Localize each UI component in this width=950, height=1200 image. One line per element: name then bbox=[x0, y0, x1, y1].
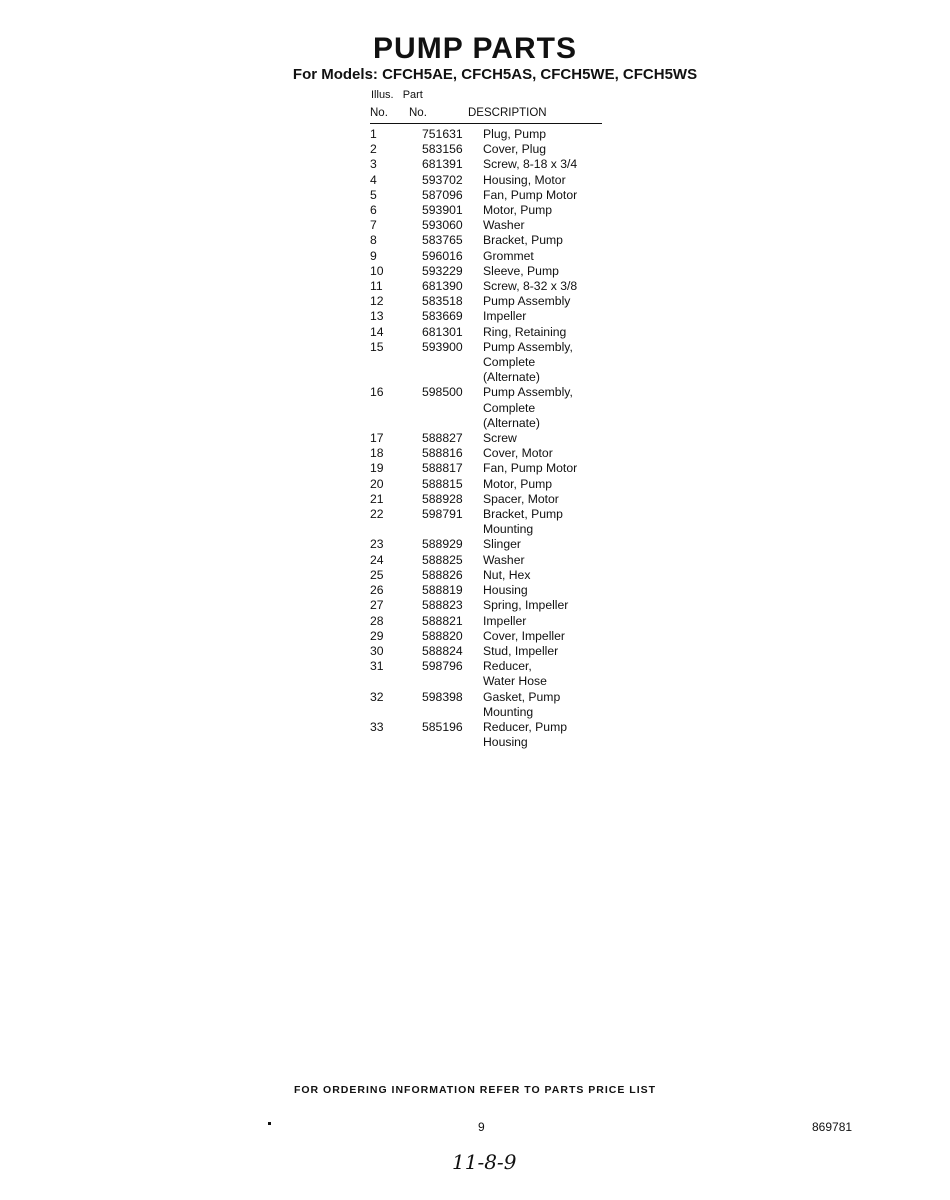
illus-number: 9 bbox=[370, 248, 377, 263]
parts-list bbox=[370, 127, 610, 750]
col-no-label: No. bbox=[370, 107, 388, 119]
part-description: Impeller bbox=[483, 613, 527, 628]
table-row bbox=[370, 385, 610, 431]
part-description: Reducer, Pump Housing bbox=[483, 719, 568, 750]
part-description: Grommet bbox=[483, 248, 534, 263]
illus-number: 27 bbox=[370, 598, 384, 613]
part-description: Washer bbox=[483, 218, 525, 233]
table-row bbox=[370, 537, 610, 552]
part-number: 588817 bbox=[422, 461, 463, 476]
illus-number: 11 bbox=[370, 279, 383, 294]
illus-number: 4 bbox=[370, 172, 377, 187]
part-number: 583669 bbox=[422, 309, 463, 324]
part-number: 588825 bbox=[422, 552, 463, 567]
table-row bbox=[370, 690, 610, 720]
col-illus-label: Illus. bbox=[371, 89, 394, 101]
col-description-label: DESCRIPTION bbox=[468, 107, 547, 119]
table-row bbox=[370, 614, 610, 629]
table-row bbox=[370, 553, 610, 568]
table-row bbox=[370, 203, 610, 218]
part-number: 587096 bbox=[422, 187, 463, 202]
illus-number: 22 bbox=[370, 507, 384, 522]
part-description: Screw bbox=[483, 431, 517, 446]
part-number: 588827 bbox=[422, 431, 463, 446]
part-number: 598398 bbox=[422, 689, 463, 704]
part-description: Housing, Motor bbox=[483, 172, 566, 187]
table-row bbox=[370, 598, 610, 613]
part-description: Fan, Pump Motor bbox=[483, 187, 578, 202]
table-row bbox=[370, 431, 610, 446]
table-row bbox=[370, 142, 610, 157]
handwritten-note: 11-8-9 bbox=[452, 1150, 517, 1174]
part-description: Pump Assembly bbox=[483, 294, 571, 309]
illus-number: 30 bbox=[370, 643, 384, 658]
illus-number: 13 bbox=[370, 309, 384, 324]
table-row bbox=[370, 249, 610, 264]
illus-number: 15 bbox=[370, 339, 384, 354]
illus-number: 2 bbox=[370, 142, 377, 157]
table-row bbox=[370, 492, 610, 507]
part-number: 593901 bbox=[422, 203, 463, 218]
part-description: Nut, Hex bbox=[483, 567, 531, 582]
illus-number: 14 bbox=[370, 324, 384, 339]
part-description: Bracket, Pump bbox=[483, 233, 563, 248]
part-description: Cover, Plug bbox=[483, 142, 547, 157]
illus-number: 16 bbox=[370, 385, 384, 400]
column-header-row bbox=[370, 106, 602, 124]
part-description: Gasket, Pump Mounting bbox=[483, 689, 561, 719]
illus-number: 29 bbox=[370, 628, 384, 643]
part-description: Plug, Pump bbox=[483, 127, 547, 141]
table-row bbox=[370, 127, 610, 142]
part-number: 588928 bbox=[422, 491, 463, 506]
page-title: PUMP PARTS bbox=[373, 32, 577, 65]
table-row bbox=[370, 568, 610, 583]
illus-number: 20 bbox=[370, 476, 384, 491]
table-row bbox=[370, 477, 610, 492]
illus-number: 28 bbox=[370, 613, 384, 628]
table-row bbox=[370, 583, 610, 598]
table-row bbox=[370, 446, 610, 461]
document-number: 869781 bbox=[812, 1120, 853, 1134]
part-number: 598500 bbox=[422, 385, 463, 400]
part-number: 588816 bbox=[422, 446, 463, 461]
table-row bbox=[370, 507, 610, 537]
part-description: Motor, Pump bbox=[483, 203, 553, 218]
part-number: 751631 bbox=[422, 127, 463, 141]
models-subtitle: For Models: CFCH5AE, CFCH5AS, CFCH5WE, CFCH5WS bbox=[292, 66, 698, 83]
part-number: 588821 bbox=[422, 613, 463, 628]
part-description: Sleeve, Pump bbox=[483, 263, 559, 278]
part-number: 588823 bbox=[422, 598, 463, 613]
part-number: 588815 bbox=[422, 476, 463, 491]
illus-number: 26 bbox=[370, 583, 384, 598]
illus-number: 32 bbox=[370, 689, 384, 704]
scan-speck bbox=[268, 1122, 271, 1125]
table-row bbox=[370, 233, 610, 248]
part-number: 588929 bbox=[422, 537, 463, 552]
part-description: Pump Assembly, Complete (Alternate) bbox=[483, 385, 573, 430]
part-number: 681391 bbox=[422, 157, 463, 172]
illus-number: 8 bbox=[370, 233, 377, 248]
table-row bbox=[370, 659, 610, 689]
illus-number: 31 bbox=[370, 659, 384, 674]
table-row bbox=[370, 173, 610, 188]
part-number: 681390 bbox=[422, 279, 463, 294]
part-description: Bracket, Pump Mounting bbox=[483, 507, 563, 537]
part-description: Spring, Impeller bbox=[483, 598, 569, 613]
part-number: 588819 bbox=[422, 583, 463, 598]
part-description: Motor, Pump bbox=[483, 476, 553, 491]
table-row bbox=[370, 720, 610, 750]
illus-number: 18 bbox=[370, 446, 384, 461]
table-row bbox=[370, 461, 610, 476]
part-description: Fan, Pump Motor bbox=[483, 461, 578, 476]
illus-number: 6 bbox=[370, 203, 377, 218]
table-row bbox=[370, 325, 610, 340]
illus-number: 19 bbox=[370, 461, 384, 476]
column-header-top bbox=[371, 89, 429, 101]
part-description: Stud, Impeller bbox=[483, 643, 559, 658]
col-part-label: Part bbox=[402, 89, 423, 101]
table-row bbox=[370, 340, 610, 386]
part-description: Reducer, Water Hose bbox=[483, 659, 547, 689]
illus-number: 25 bbox=[370, 567, 384, 582]
part-number: 583518 bbox=[422, 294, 463, 309]
illus-number: 23 bbox=[370, 537, 384, 552]
part-description: Screw, 8-18 x 3/4 bbox=[483, 157, 578, 172]
part-number: 588820 bbox=[422, 628, 463, 643]
part-number: 593900 bbox=[422, 339, 463, 354]
part-number: 598791 bbox=[422, 507, 463, 522]
part-number: 583156 bbox=[422, 142, 463, 157]
table-row bbox=[370, 188, 610, 203]
illus-number: 5 bbox=[370, 187, 377, 202]
ordering-note: FOR ORDERING INFORMATION REFER TO PARTS PRICE LIST bbox=[293, 1084, 657, 1096]
part-number: 588826 bbox=[422, 567, 463, 582]
part-description: Slinger bbox=[483, 537, 521, 552]
part-number: 593229 bbox=[422, 263, 463, 278]
part-number: 681301 bbox=[422, 324, 463, 339]
table-row bbox=[370, 629, 610, 644]
part-description: Housing bbox=[483, 583, 528, 598]
part-number: 598796 bbox=[422, 659, 463, 674]
part-description: Washer bbox=[483, 552, 525, 567]
table-row bbox=[370, 264, 610, 279]
table-row bbox=[370, 294, 610, 309]
table-row bbox=[370, 279, 610, 294]
illus-number: 1 bbox=[370, 127, 377, 141]
part-description: Spacer, Motor bbox=[483, 491, 559, 506]
part-number: 593702 bbox=[422, 172, 463, 187]
table-row bbox=[370, 309, 610, 324]
table-row bbox=[370, 218, 610, 233]
part-number: 593060 bbox=[422, 218, 463, 233]
part-number: 585196 bbox=[422, 719, 463, 734]
part-description: Ring, Retaining bbox=[483, 324, 567, 339]
illus-number: 24 bbox=[370, 552, 384, 567]
part-description: Impeller bbox=[483, 309, 527, 324]
part-description: Pump Assembly, Complete (Alternate) bbox=[483, 339, 573, 385]
page-number: 9 bbox=[478, 1120, 485, 1134]
illus-number: 7 bbox=[370, 218, 377, 233]
part-description: Cover, Motor bbox=[483, 446, 553, 461]
table-row bbox=[370, 157, 610, 172]
illus-number: 3 bbox=[370, 157, 377, 172]
part-number: 588824 bbox=[422, 643, 463, 658]
illus-number: 33 bbox=[370, 719, 384, 734]
illus-number: 10 bbox=[370, 263, 384, 278]
table-row bbox=[370, 644, 610, 659]
part-description: Cover, Impeller bbox=[483, 628, 565, 643]
part-description: Screw, 8-32 x 3/8 bbox=[483, 279, 578, 294]
illus-number: 21 bbox=[370, 491, 384, 506]
illus-number: 12 bbox=[370, 294, 384, 309]
illus-number: 17 bbox=[370, 431, 384, 446]
part-number: 583765 bbox=[422, 233, 463, 248]
col-part-no-label: No. bbox=[409, 107, 427, 119]
part-number: 596016 bbox=[422, 248, 463, 263]
